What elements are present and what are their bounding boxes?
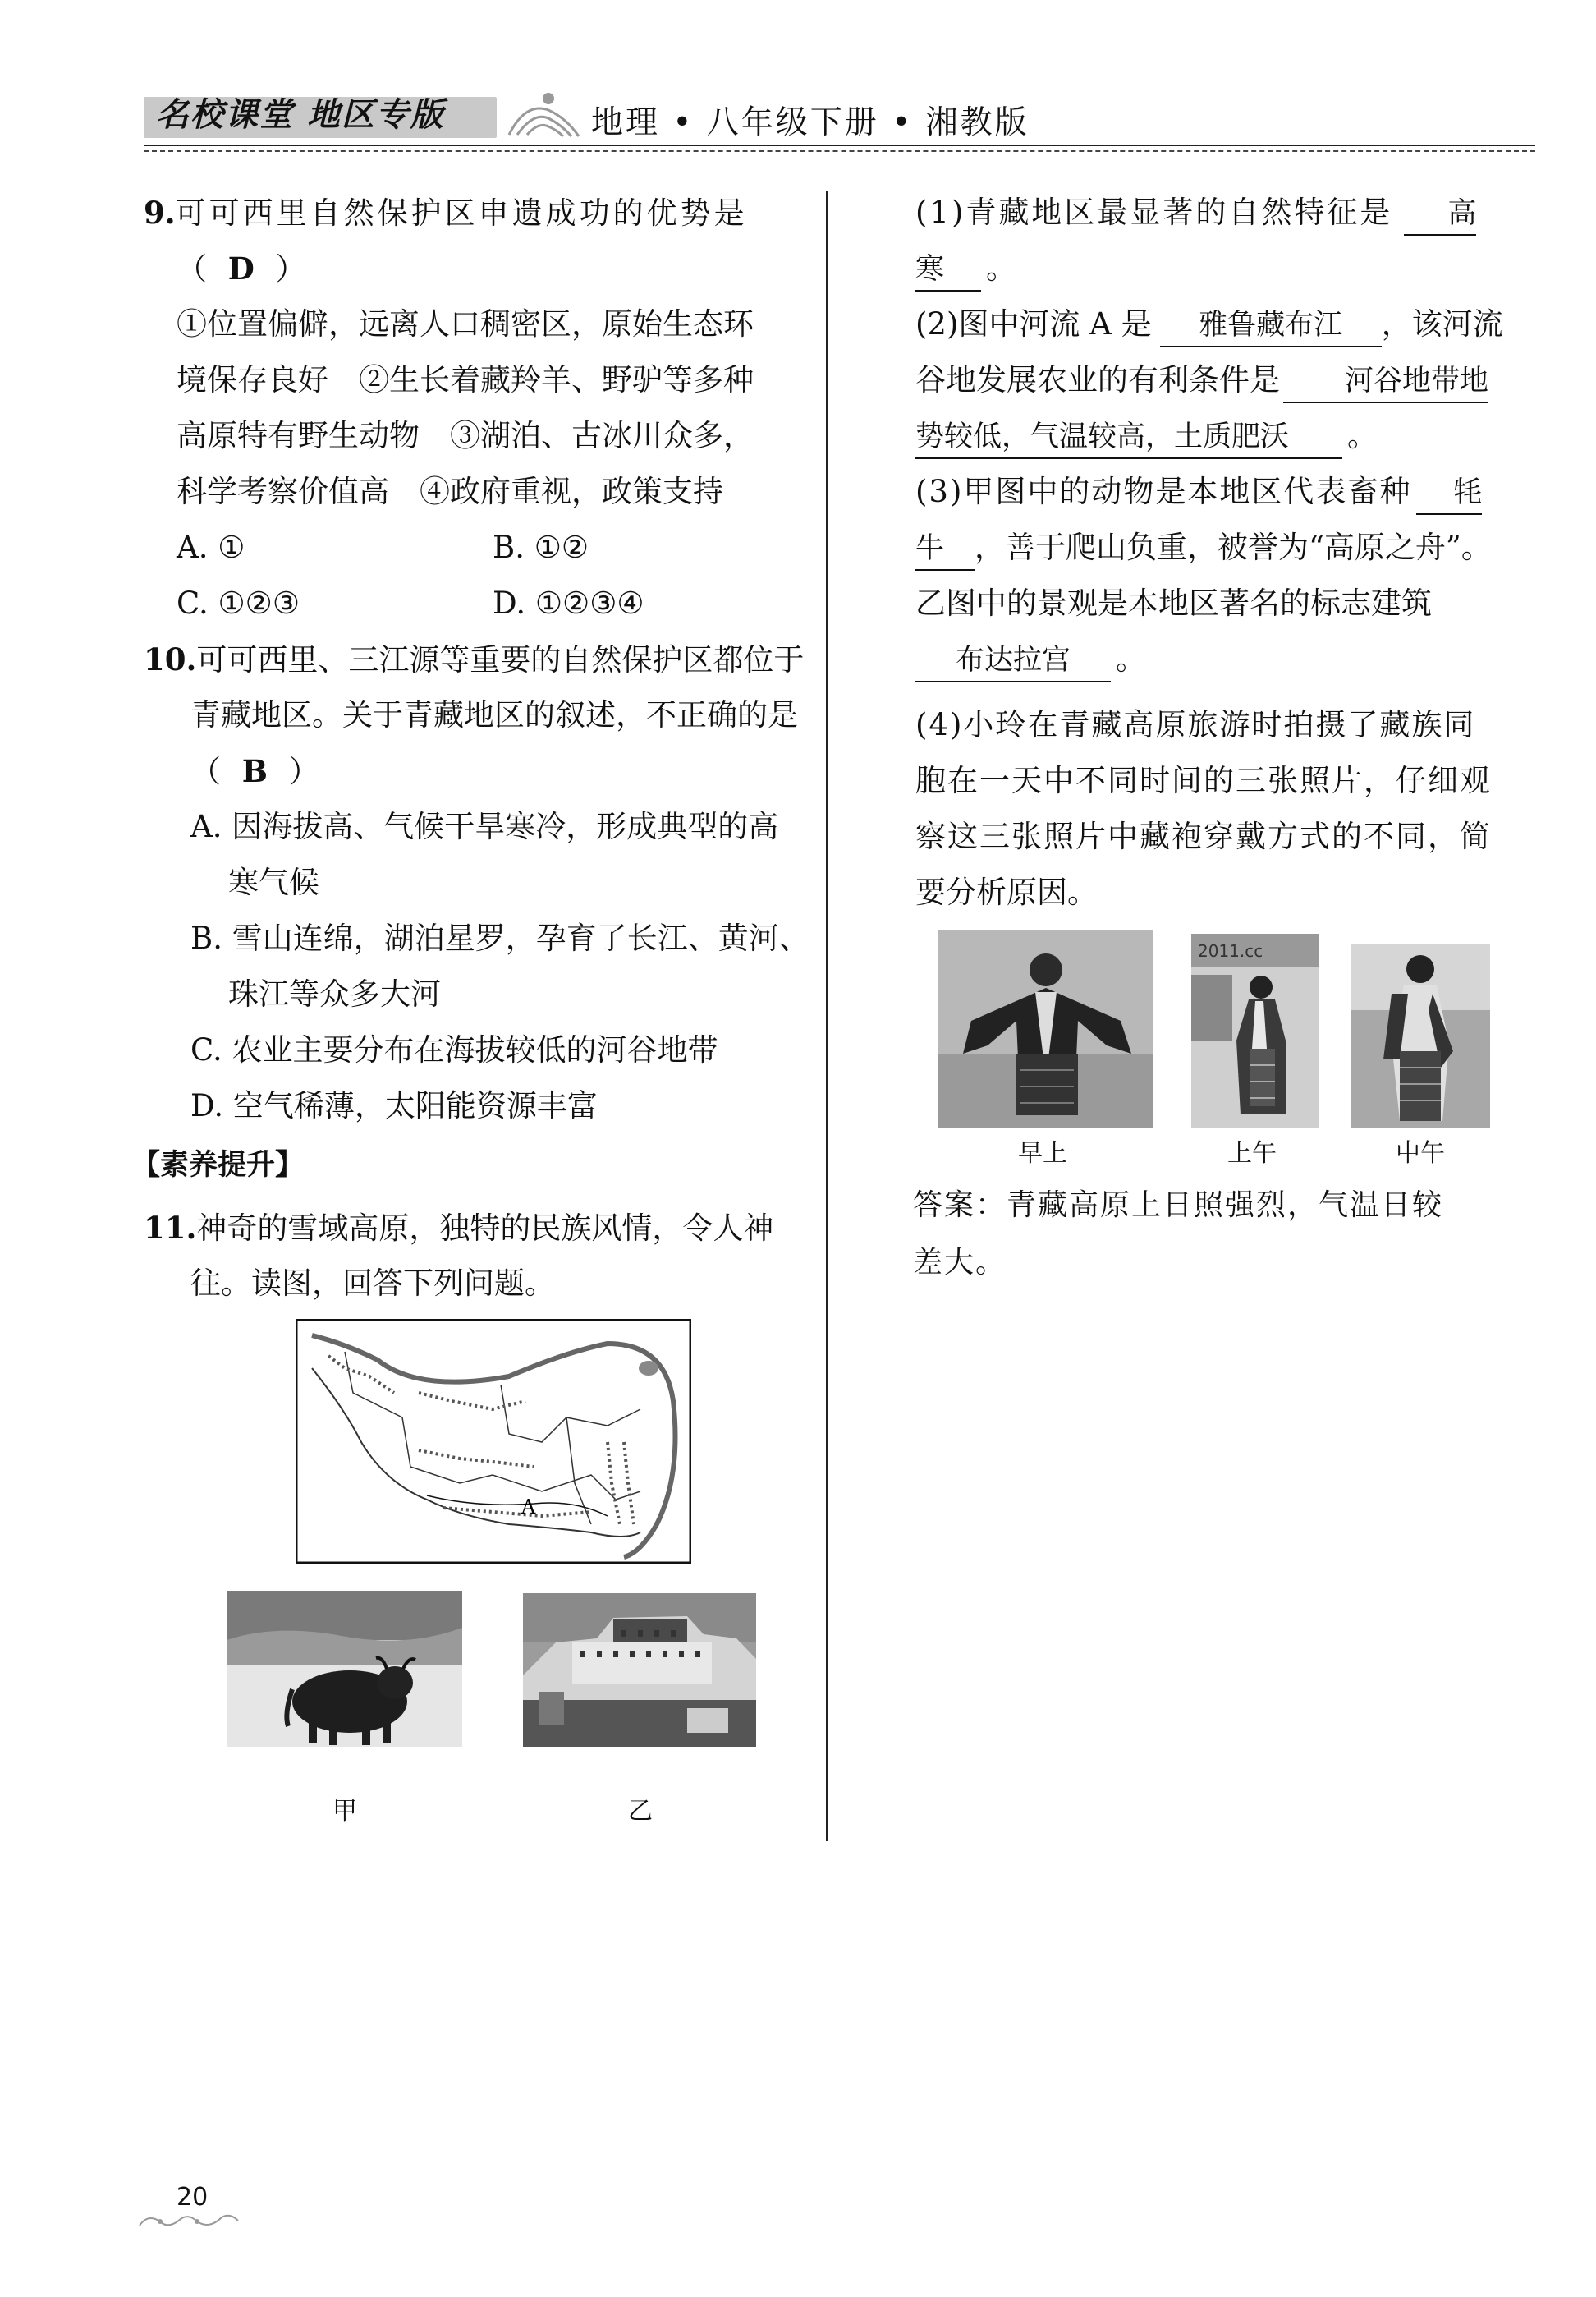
caption-jia: 甲 bbox=[332, 1797, 357, 1826]
q11-stem-line-2: 往。读图，回答下列问题。 bbox=[190, 1266, 555, 1301]
q9-line-1: ①位置偏僻，远离人口稠密区，原始生态环 bbox=[177, 306, 754, 342]
q9-line-2: 境保存良好 ②生长着藏羚羊、野驴等多种 bbox=[177, 362, 754, 397]
q9-answer: D bbox=[227, 250, 255, 287]
q9-option-d: D. ①②③④ bbox=[493, 586, 644, 621]
yak-photo bbox=[227, 1591, 462, 1747]
q11-part3-line2 bbox=[915, 520, 1492, 576]
q10-option-b: B. 雪山连绵，湖泊星罗，孕育了长江、黄河、 bbox=[190, 921, 809, 956]
header-brand: 名校课堂 地区专版 bbox=[156, 95, 445, 134]
q9-option-b: B. ①② bbox=[493, 530, 589, 565]
q11-part3-answer-c: 布达拉宫 bbox=[915, 640, 1111, 682]
q9-option-a: A. ① bbox=[177, 530, 245, 565]
map-label-a: A bbox=[521, 1495, 536, 1518]
q11-part2-answer-b: 势较低，气温较高，土质肥沃 bbox=[915, 416, 1342, 459]
q11-part2-mid: ，该河流 bbox=[1381, 306, 1503, 342]
q11-part2-line2 bbox=[915, 352, 1488, 408]
q10-number: 10. bbox=[144, 641, 197, 678]
q11-part1-prompt: (1)青藏地区最显著的自然特征是 bbox=[915, 195, 1393, 230]
q11-part4-line1: (4)小玲在青藏高原旅游时拍摄了藏族同 bbox=[915, 707, 1476, 742]
q10-stem-line-1 bbox=[144, 632, 804, 688]
q11-part3-period: 。 bbox=[1116, 641, 1146, 677]
q11-part4-answer-line2: 差大。 bbox=[913, 1246, 1007, 1279]
footer-ornament-icon bbox=[135, 2209, 242, 2234]
caption-yi: 乙 bbox=[628, 1797, 653, 1826]
q11-part3-answer-b: 牛 bbox=[915, 528, 975, 571]
q9-line-3: 高原特有野生动物 ③湖泊、古冰川众多， bbox=[177, 418, 754, 453]
tibetan-robe-photo-noon bbox=[1351, 944, 1490, 1128]
q11-stem-line-1 bbox=[144, 1200, 773, 1256]
q10-option-b-cont: 珠江等众多大河 bbox=[228, 976, 441, 1012]
q10-stem-1: 可可西里、三江源等重要的自然保护区都位于 bbox=[196, 642, 805, 678]
q10-option-c: C. 农业主要分布在海拔较低的河谷地带 bbox=[190, 1032, 718, 1068]
tibet-plateau-map bbox=[296, 1319, 691, 1564]
q11-part3-line3: 乙图中的景观是本地区著名的标志建筑 bbox=[915, 586, 1432, 621]
header-rule bbox=[144, 145, 1535, 146]
q9-paren-close: ） bbox=[275, 251, 306, 287]
q10-stem-line-2: 青藏地区。关于青藏地区的叙述，不正确的是 bbox=[190, 697, 798, 733]
q11-part4-line3: 察这三张照片中藏袍穿戴方式的不同，简 bbox=[915, 819, 1492, 854]
q10-option-a-cont: 寒气候 bbox=[228, 865, 319, 900]
q9-answer-line bbox=[177, 241, 306, 297]
q11-part4-line2: 胞在一天中不同时间的三张照片，仔细观 bbox=[915, 763, 1492, 798]
q9-line-4: 科学考察价值高 ④政府重视，政策支持 bbox=[177, 474, 723, 509]
caption-noon: 中午 bbox=[1396, 1139, 1445, 1168]
q10-paren-open: （ bbox=[190, 754, 221, 789]
q11-part2-prompt: (2)图中河流 A 是 bbox=[915, 306, 1152, 342]
page-number: 20 bbox=[177, 2183, 209, 2212]
q11-part3-answer-a: 牦 bbox=[1416, 472, 1482, 515]
q10-answer: B bbox=[241, 753, 268, 789]
q11-part2-prompt-2: 谷地发展农业的有利条件是 bbox=[915, 362, 1280, 397]
q11-part2-line1 bbox=[915, 296, 1503, 352]
header-title: 地理 • 八年级下册 • 湘教版 bbox=[591, 104, 1030, 141]
q11-number: 11. bbox=[144, 1210, 197, 1246]
q11-part4-line4: 要分析原因。 bbox=[915, 875, 1098, 910]
q11-part3-prompt: (3)甲图中的动物是本地区代表畜种 bbox=[915, 474, 1412, 509]
q11-part2-answer-a: 河谷地带地 bbox=[1283, 361, 1488, 403]
q11-part3-line4 bbox=[915, 632, 1146, 687]
q9-stem: 可可西里自然保护区申遗成功的优势是 bbox=[175, 195, 748, 231]
q11-part2-line3 bbox=[915, 408, 1378, 464]
q11-part3-cont: ，善于爬山负重，被誉为“高原之舟”。 bbox=[975, 530, 1492, 565]
tibetan-robe-photo-morning bbox=[938, 930, 1153, 1128]
q11-part1-answer-b: 寒 bbox=[915, 249, 981, 292]
caption-morning: 早上 bbox=[1018, 1139, 1067, 1168]
q10-answer-line bbox=[190, 743, 319, 800]
header-ornament-icon bbox=[501, 85, 583, 143]
caption-forenoon: 上午 bbox=[1227, 1139, 1277, 1168]
q10-option-a: A. 因海拔高、气候干旱寒冷，形成典型的高 bbox=[190, 809, 779, 844]
q11-part1-line1 bbox=[915, 185, 1476, 241]
q9-stem-line bbox=[144, 185, 748, 241]
q10-option-d: D. 空气稀薄，太阳能资源丰富 bbox=[190, 1088, 598, 1123]
potala-palace-photo bbox=[523, 1593, 756, 1747]
q9-option-c: C. ①②③ bbox=[177, 586, 300, 621]
q11-stem-1: 神奇的雪域高原，独特的民族风情，令人神 bbox=[196, 1211, 774, 1246]
q11-part4-answer-line1: 答案：青藏高原上日照强烈，气温日较 bbox=[913, 1188, 1444, 1222]
q10-paren-close: ） bbox=[288, 754, 319, 789]
tibetan-robe-photo-forenoon bbox=[1191, 934, 1319, 1128]
q11-part1-line2 bbox=[915, 241, 1016, 296]
q11-part2-period: 。 bbox=[1347, 418, 1378, 453]
q9-paren-open: （ bbox=[177, 251, 207, 287]
column-divider bbox=[826, 191, 828, 1841]
q9-number: 9. bbox=[144, 195, 176, 231]
header-dashed-rule bbox=[144, 150, 1535, 152]
q11-part1-answer-a: 高 bbox=[1404, 193, 1476, 236]
q11-part2-answer-river: 雅鲁藏布江 bbox=[1160, 305, 1382, 347]
q11-part3-line1 bbox=[915, 464, 1482, 520]
section-title: 【素养提升】 bbox=[131, 1149, 305, 1182]
q11-part1-period: 。 bbox=[986, 250, 1016, 286]
svg-text:2011.cc: 2011.cc bbox=[1198, 941, 1264, 961]
